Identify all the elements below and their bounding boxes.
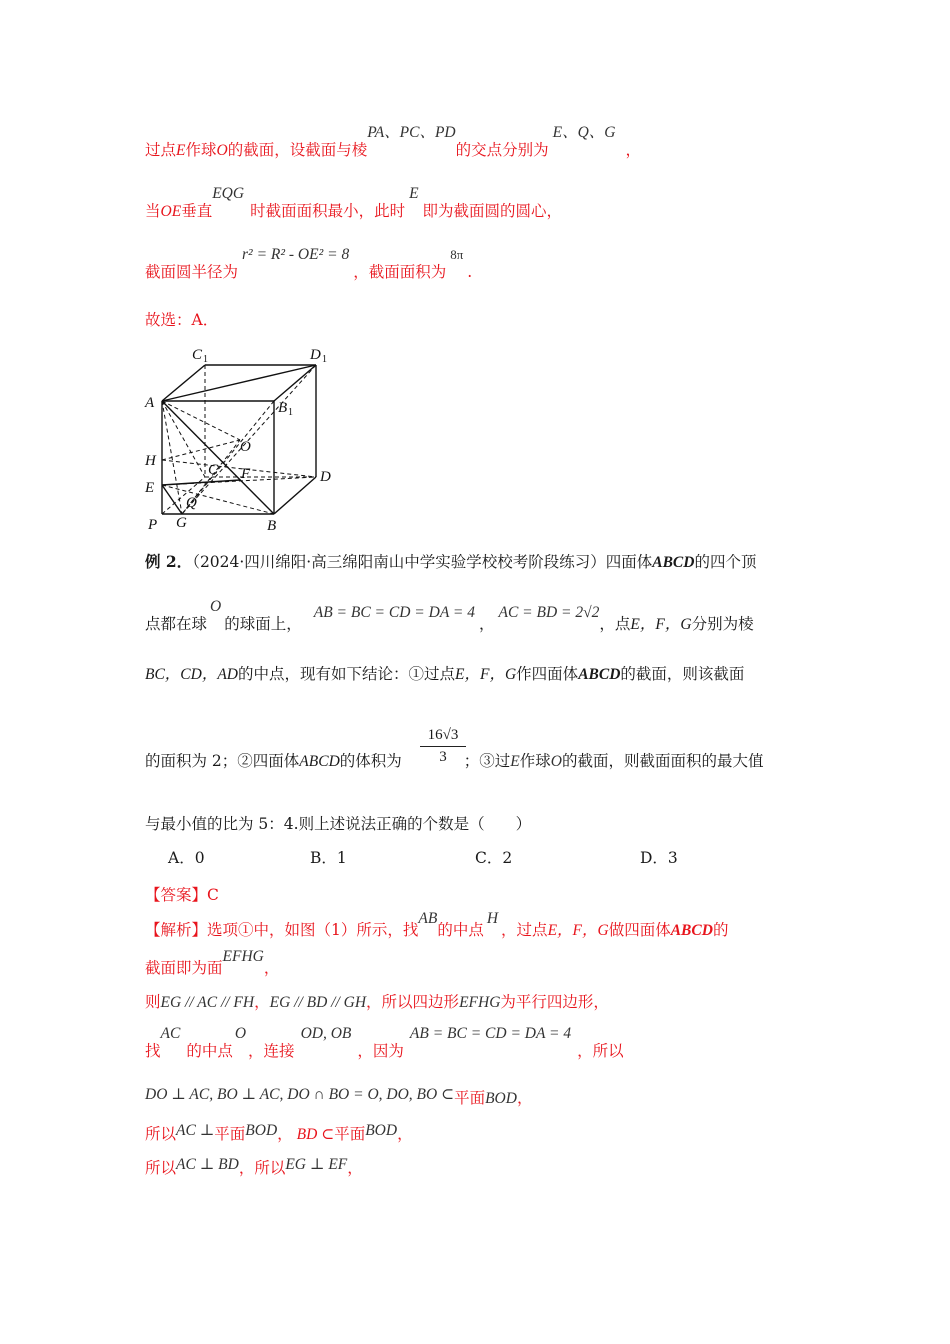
option-c: C．2 <box>475 849 513 867</box>
label-P: P <box>148 517 158 533</box>
volume-fraction <box>420 727 466 766</box>
analysis-line-3: 则EG // AC // FH，EG // BD // GH，所以四边形EFHG为平行四边形， <box>145 993 609 1011</box>
analysis-line-2: 截面即为面EFHG， <box>145 948 280 977</box>
label-D: D <box>320 469 331 485</box>
label-O: O <box>240 439 251 455</box>
label-C1: C <box>192 347 203 363</box>
label-A: A <box>145 395 155 411</box>
label-F: F <box>241 466 251 482</box>
label-B1-sub: 1 <box>288 407 293 418</box>
analysis-line-7: 所以AC ⊥ BD，所以EG ⊥ EF， <box>145 1156 363 1177</box>
sol-line-2: 当OE垂直EQG时截面面积最小，此时E即为截面圆的圆心， <box>145 185 563 220</box>
sol-line-1: 过点E作球O的截面，设截面与棱PA、PC、PD的交点分别为E、Q、G， <box>145 124 642 159</box>
cube-figure <box>140 340 340 540</box>
label-E: E <box>145 480 155 496</box>
fraction-numerator: 16√3 <box>427 727 459 743</box>
label-C: C <box>208 462 219 478</box>
analysis-line-5: DO ⊥ AC, BO ⊥ AC, DO ∩ BO = O, DO, BO ⊂平面BOD， <box>145 1086 533 1107</box>
label-G: G <box>176 515 187 531</box>
option-a: A．0 <box>168 849 205 867</box>
fraction-denominator: 3 <box>439 749 447 765</box>
sol-conclusion: 故选：A． <box>145 311 219 329</box>
ex2-line-4: 的面积为 2；②四面体ABCD的体积为 ；③过E作球O的截面，则截面面积的最大值 <box>145 752 764 770</box>
label-Q: Q <box>186 495 197 511</box>
analysis-line-4: 找AC的中点O，连接OD, OB，因为AB = BC = CD = DA = 4，所以 <box>145 1025 624 1060</box>
answer-line: 【答案】C <box>145 886 219 904</box>
option-b: B．1 <box>310 849 347 867</box>
label-D1: D <box>310 347 321 363</box>
analysis-line-1: 【解析】选项①中，如图（1）所示，找AB的中点H，过点E，F，G做四面体ABCD的 <box>145 910 729 939</box>
option-d: D．3 <box>640 849 678 867</box>
ex2-line-2: 点都在球O的球面上，AB = BC = CD = DA = 4，AC = BD = 2√2，点E，F，G分别为棱 <box>145 598 754 633</box>
label-C1-sub: 1 <box>203 354 208 365</box>
ex2-line-1: 例 2．（2024·四川绵阳·高三绵阳南山中学实验学校校考阶段练习）四面体ABCD的四个顶 <box>145 552 757 571</box>
label-D1-sub: 1 <box>322 354 327 365</box>
ex2-line-5: 与最小值的比为 5：4.则上述说法正确的个数是（ ） <box>145 815 532 833</box>
label-B: B <box>267 518 277 534</box>
label-H: H <box>145 453 156 469</box>
sol-line-3: 截面圆半径为r² = R² - OE² = 8，截面面积为$^{8\pi}$. <box>145 246 473 281</box>
ex2-line-3: BC，CD，AD的中点，现有如下结论：①过点E，F，G作四面体ABCD的截面，则该截面 <box>145 665 745 683</box>
analysis-line-6: 所以AC ⊥平面BOD， BD ⊂平面BOD， <box>145 1122 413 1143</box>
label-B1: B <box>278 400 288 416</box>
